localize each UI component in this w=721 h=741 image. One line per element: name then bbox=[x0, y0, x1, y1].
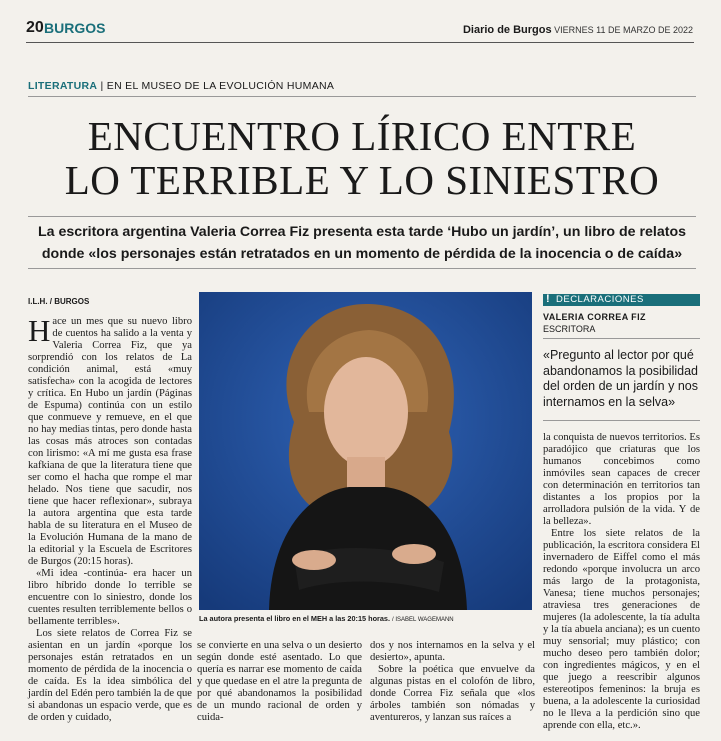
deck-line-1: La escritora argentina Valeria Correa Fiz presenta esta tarde ‘Hubo un jardín’, un libro de relatos bbox=[37, 224, 687, 240]
masthead bbox=[463, 24, 693, 36]
body-paragraph: Entre los siete relatos de la publicación, la escritora considera El invernadero de Eiffel como el más redondo «porque involucra un arco más largo de la protagonista, Vanesa; tiene muchos personajes; atraviesa tres generaciones de mujeres (la adolescente, la tía adulta y la tía abuela anciana); es un cuento muy sensorial; muy plástico; con mucho deseo pero también dolor; con ingredientes mágicos, y en el que juego a reescribir algunos estereotipos femeninos: la bruja es buena, a la adolescente la curiosidad no le lleva a la perdición sino que aprende con ella, etc.». bbox=[543, 528, 700, 731]
body-column-3 bbox=[370, 640, 535, 724]
sidebar-title: DECLARACIONES bbox=[556, 294, 644, 305]
caption-text: La autora presenta el libro en el MEH a las 20:15 horas. bbox=[199, 614, 391, 623]
kicker-topic: EN EL MUSEO DE LA EVOLUCIÓN HUMANA bbox=[106, 80, 335, 92]
body-column-2 bbox=[197, 640, 362, 724]
issue-date: VIERNES 11 DE MARZO DE 2022 bbox=[554, 25, 693, 35]
page-number: 20 bbox=[26, 19, 44, 36]
body-paragraph bbox=[28, 313, 192, 568]
headline-line-2: LO TERRIBLE Y LO SINIESTRO bbox=[64, 157, 660, 203]
deck bbox=[28, 221, 696, 265]
body-paragraph: «Mi idea -continúa- era hacer un libro híbrido donde lo terrible se encuentre con lo siniestro, donde los cuentes resulten terriblemente bellos o bellamente terribles». bbox=[28, 568, 192, 627]
sidebar-divider bbox=[543, 338, 700, 339]
drop-cap: H bbox=[28, 313, 51, 348]
body-paragraph: Los siete relatos de Correa Fiz se asientan en un jardín «porque los personajes están retratados en un momento de pérdida de la inocencia o de caída. Es la idea simbólica del jardín del Edén pero también la de que si abandonas un espacio verde, que es de orden y cuidado, bbox=[28, 628, 192, 723]
header-divider bbox=[26, 42, 694, 43]
sidebar-person-role: ESCRITORA bbox=[543, 324, 596, 334]
kicker bbox=[28, 80, 334, 92]
newspaper-name: Diario de Burgos bbox=[462, 24, 552, 36]
paragraph-text: ace un mes que su nuevo libro de cuentos ha salido a la venta y Valeria Correa Fiz, que ya sorprendió con los relatos de La condición animal, está «muy satisfecha» con la acogida de lectores y crítica. En Hubo un jardín (Páginas de Espuma) continúa con un estilo que conmueve y remueve, en el que no hay medias tintas, pero donde hasta las cosas más atroces son contadas con lirismo: «A mí me gusta esa frase kafkiana de que la literatura tiene que ser como el hacha que rompe el mar helado. Nos tiene que sacudir, nos tiene que hacer reflexionar», subraya la autora argentina que esta tarde habla de su literatura en el Museo de la Evolución Humana de la mano de la editorial y la Escuela de Escritores de Burgos (20:15 horas). bbox=[28, 316, 192, 567]
body-column-1 bbox=[28, 313, 192, 724]
kicker-divider bbox=[28, 96, 696, 97]
kicker-separator: | bbox=[100, 80, 104, 92]
byline: I.L.H. / BURGOS bbox=[28, 297, 90, 306]
author-photo bbox=[199, 292, 532, 610]
deck-divider-bottom bbox=[28, 268, 696, 269]
deck-line-2: donde «los personajes están retratados en un momento de pérdida de la inocencia o de caída» bbox=[41, 246, 683, 262]
body-paragraph: dos y nos internamos en la selva y el desierto», apunta. bbox=[370, 640, 535, 663]
headline-line-1: ENCUENTRO LÍRICO ENTRE bbox=[87, 113, 637, 159]
section-name: BURGOS bbox=[44, 20, 106, 36]
author-portrait-image bbox=[199, 292, 532, 610]
photo-credit: / ISABEL WAGEMANN bbox=[392, 617, 454, 623]
kicker-section: LITERATURA bbox=[28, 80, 98, 92]
body-paragraph: se convierte en una selva o un desierto según donde esté asentado. Lo que quería es narrar ese momento de caída y que quedase en el atre la pregunta de por qué abandonamos la posibilidad de un mundo racional de orden y cuida- bbox=[197, 640, 362, 723]
body-paragraph: Sobre la poética que envuelve da algunas pistas en el colofón de libro, donde Correa Fiz señala que «los árboles también son nómadas y aventureros, y lanzan sus raíces a bbox=[370, 664, 535, 723]
photo-caption bbox=[199, 614, 539, 623]
headline bbox=[28, 114, 696, 202]
body-paragraph: la conquista de nuevos territorios. Es paradójico que criaturas que los humanos concebimos como inmóviles sean capaces de crecer con determinación en territorios tan distantes a los propios por la arrolladora pulsión de la vida. Y de la belleza». bbox=[543, 432, 700, 527]
deck-divider-top bbox=[28, 216, 696, 217]
pull-quote: «Pregunto al lector por qué abandonamos la posibilidad del orden de un jardín y nos internamos en la selva» bbox=[543, 348, 698, 409]
body-column-4 bbox=[543, 432, 700, 732]
sidebar-person-name: VALERIA CORREA FIZ bbox=[543, 312, 646, 322]
sidebar-divider-bottom bbox=[543, 420, 700, 421]
exclamation-icon: ! bbox=[546, 293, 550, 305]
